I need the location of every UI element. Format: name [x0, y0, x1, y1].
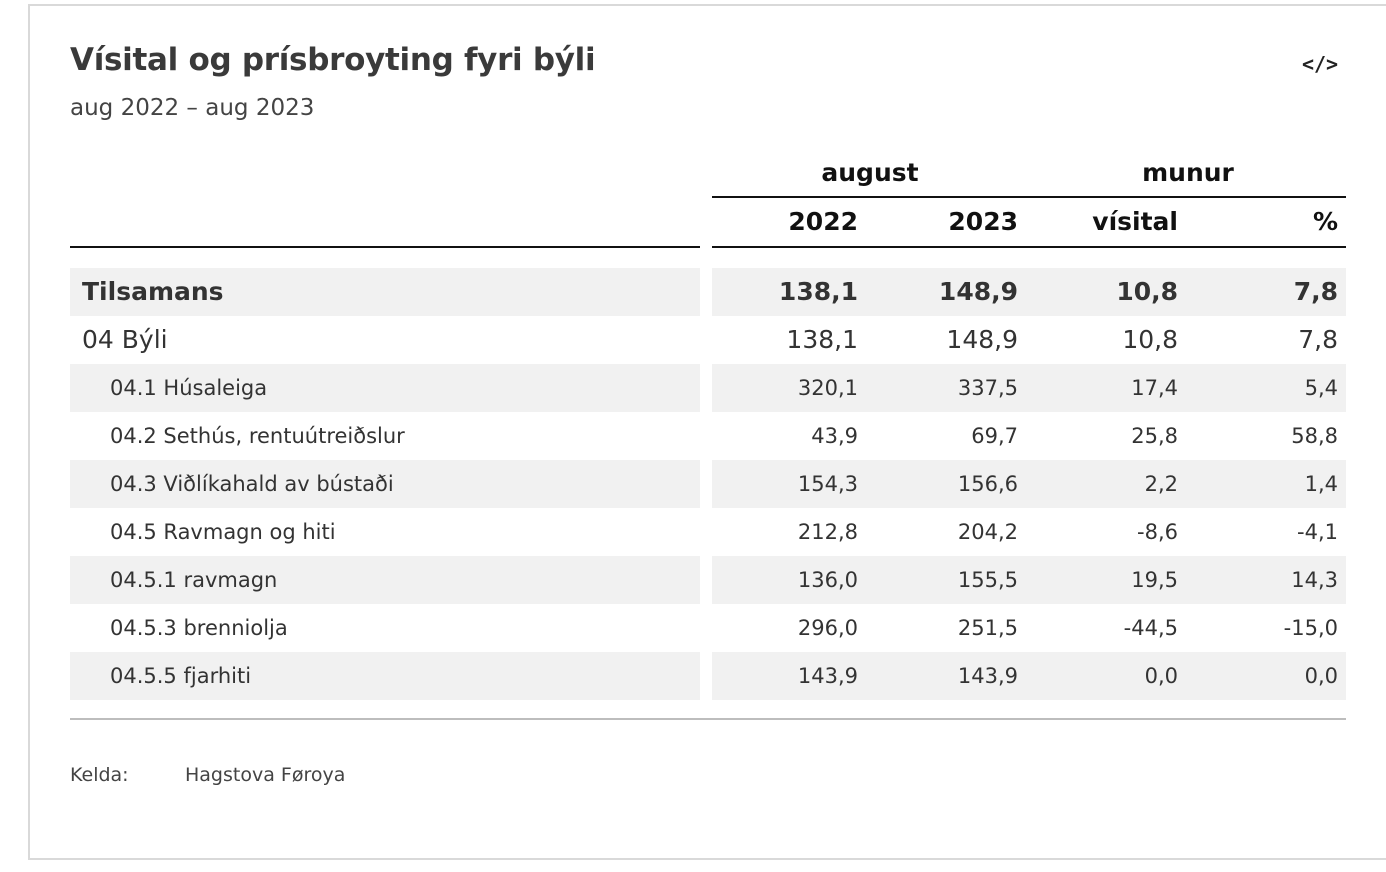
cell-2023: 148,9 [938, 277, 1018, 306]
header-rule-right [712, 246, 1346, 248]
table-bottom-rule [70, 718, 1346, 720]
cell-2023: 156,6 [957, 472, 1018, 496]
row-label: 04.2 Sethús, rentuútreiðslur [110, 424, 405, 448]
cell-2022: 138,1 [786, 325, 858, 354]
cell-2022: 43,9 [811, 424, 858, 448]
column-header-2023: 2023 [948, 207, 1018, 236]
cell-visital: -44,5 [1123, 616, 1178, 640]
row-label: 04.5.3 brenniolja [110, 616, 288, 640]
cell-2023: 337,5 [957, 376, 1018, 400]
row-label: Tilsamans [82, 277, 224, 306]
source-value: Hagstova Føroya [185, 764, 346, 786]
cell-2022: 320,1 [797, 376, 858, 400]
cell-2022: 138,1 [778, 277, 858, 306]
table-row [0, 412, 1386, 460]
chart-title: Vísital og prísbroyting fyri býli [70, 42, 596, 78]
table-row [0, 508, 1386, 556]
source-label: Kelda: [70, 764, 129, 786]
cell-percent: -15,0 [1283, 616, 1338, 640]
column-header-percent: % [1312, 207, 1338, 236]
cell-2022: 136,0 [797, 568, 858, 592]
table-row [0, 364, 1386, 412]
cell-percent: 5,4 [1304, 376, 1338, 400]
cell-visital: -8,6 [1137, 520, 1178, 544]
cell-2023: 143,9 [957, 664, 1018, 688]
cell-2023: 155,5 [957, 568, 1018, 592]
row-label: 04.5 Ravmagn og hiti [110, 520, 336, 544]
cell-percent: 7,8 [1293, 277, 1338, 306]
group-header-rule [712, 196, 1346, 198]
column-header-visital: vísital [1092, 207, 1178, 236]
cell-percent: 7,8 [1298, 325, 1338, 354]
cell-percent: 1,4 [1304, 472, 1338, 496]
table-row [0, 316, 1386, 364]
cell-2023: 204,2 [957, 520, 1018, 544]
cell-percent: 14,3 [1291, 568, 1338, 592]
code-icon[interactable]: </> [1301, 52, 1339, 76]
cell-percent: 58,8 [1291, 424, 1338, 448]
cell-visital: 19,5 [1131, 568, 1178, 592]
chart-subtitle: aug 2022 – aug 2023 [70, 95, 315, 121]
cell-2023: 69,7 [971, 424, 1018, 448]
table-row [0, 556, 1386, 604]
cell-visital: 10,8 [1122, 325, 1178, 354]
cell-2022: 296,0 [797, 616, 858, 640]
cell-percent: 0,0 [1304, 664, 1338, 688]
row-label: 04.1 Húsaleiga [110, 376, 268, 400]
cell-2022: 212,8 [797, 520, 858, 544]
cell-visital: 10,8 [1116, 277, 1178, 306]
table-row [0, 268, 1386, 316]
row-label: 04.5.1 ravmagn [110, 568, 278, 592]
cell-visital: 2,2 [1144, 472, 1178, 496]
table-row [0, 460, 1386, 508]
cell-visital: 0,0 [1144, 664, 1178, 688]
row-label: 04.5.5 fjarhiti [110, 664, 252, 688]
row-label: 04.3 Viðlíkahald av bústaði [110, 472, 394, 496]
group-header-august: august [821, 158, 919, 187]
cell-2023: 148,9 [946, 325, 1018, 354]
header-rule-left [70, 246, 700, 248]
cell-2022: 143,9 [797, 664, 858, 688]
group-header-munur: munur [1142, 158, 1234, 187]
cell-visital: 17,4 [1131, 376, 1178, 400]
cell-percent: -4,1 [1297, 520, 1338, 544]
cell-2022: 154,3 [797, 472, 858, 496]
table-row [0, 604, 1386, 652]
table-row [0, 652, 1386, 700]
cell-2023: 251,5 [957, 616, 1018, 640]
row-label: 04 Býli [82, 325, 168, 354]
cell-visital: 25,8 [1131, 424, 1178, 448]
column-header-2022: 2022 [788, 207, 858, 236]
